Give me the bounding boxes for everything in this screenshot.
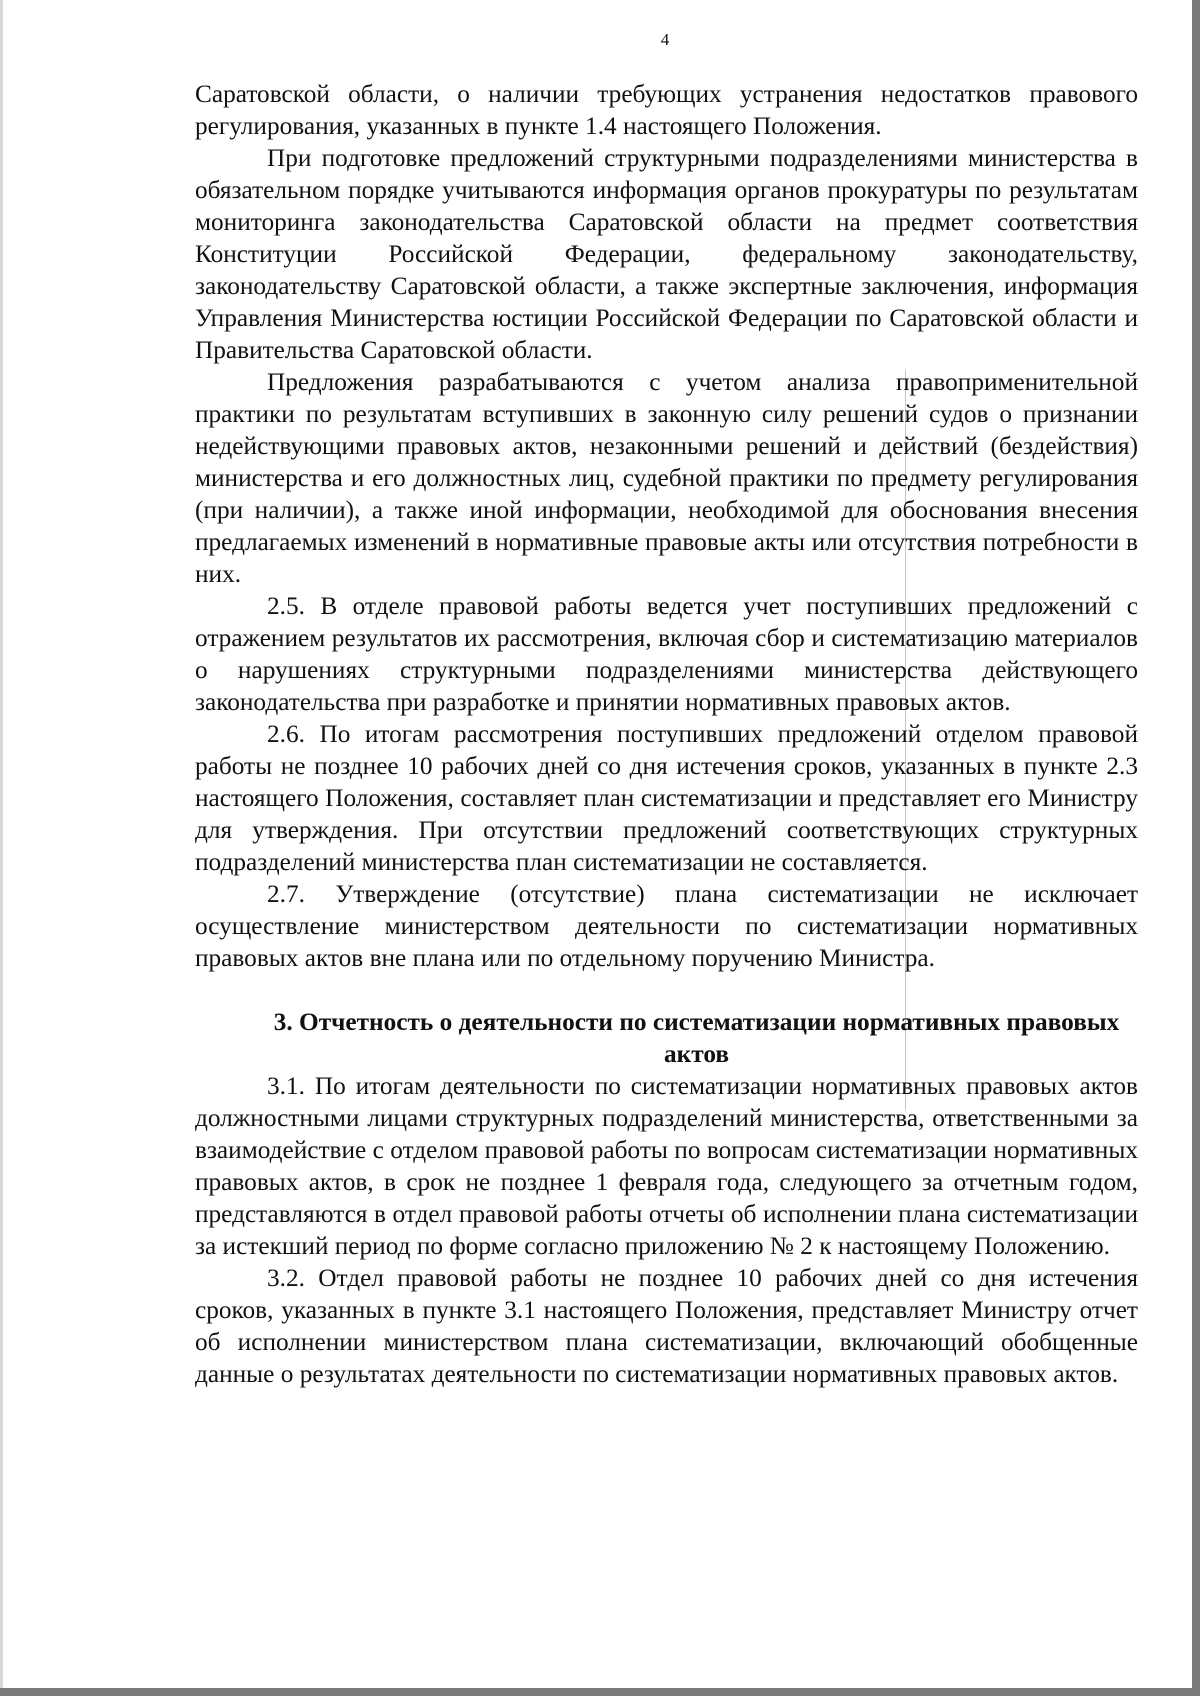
paragraph-proposals-analysis: Предложения разрабатываются с учетом анализа правоприменительной практики по результатам вступивших в законную силу решений судов о признании недействующими правовых актов, незаконными решений и действий (бездействия) министерства и его должностных лиц, судебной практики по предмету регулирования (при наличии), а также иной информации, необходимой для обоснования внесения предлагаемых изменений в нормативные правовые акты или отсутствия потребности в них. — [195, 368, 1138, 588]
paragraph-2-6: 2.6. По итогам рассмотрения поступивших предложений отделом правовой работы не позднее 10 рабочих дней со дня истечения сроков, указанных в пункте 2.3 настоящего Положения, составляет план систематизации и представляет его Министру для утверждения. При отсутствии предложений соответствующих структурных подразделений министерства план систематизации не составляется. — [195, 720, 1138, 876]
document-body — [195, 78, 1138, 1390]
paragraph-3-2: 3.2. Отдел правовой работы не позднее 10 рабочих дней со дня истечения сроков, указанных в пункте 3.1 настоящего Положения, представляет Министру отчет об исполнении министерством плана систематизации, включающий обобщенные данные о результатах деятельности по систематизации нормативных правовых актов. — [195, 1264, 1138, 1388]
paragraph-2-5: 2.5. В отделе правовой работы ведется учет поступивших предложений с отражением результатов их рассмотрения, включая сбор и систематизацию материалов о нарушениях структурными подразделениями министерства действующего законодательства при разработке и принятии нормативных правовых актов. — [195, 592, 1138, 716]
paragraph-3-1: 3.1. По итогам деятельности по систематизации нормативных правовых актов должностными лицами структурных подразделений министерства, ответственными за взаимодействие с отделом правовой работы по вопросам систематизации нормативных правовых актов, в срок не позднее 1 февраля года, следующего за отчетным годом, представляются в отдел правовой работы отчеты об исполнении плана систематизации за истекший период по форме согласно приложению № 2 к настоящему Положению. — [195, 1072, 1138, 1260]
scan-bottom-border — [0, 1688, 1200, 1696]
paragraph-proposals-preparation: При подготовке предложений структурными подразделениями министерства в обязательном порядке учитываются информация органов прокуратуры по результатам мониторинга законодательства Саратовской области на предмет соответствия Конституции Российской Федерации, федеральному законодательству, законодательству Саратовской области, а также экспертные заключения, информация Управления Министерства юстиции Российской Федерации по Саратовской области и Правительства Саратовской области. — [195, 144, 1138, 364]
scan-left-shadow — [0, 0, 3, 1696]
section-heading: 3. Отчетность о деятельности по систематизации нормативных правовых актов — [273, 1008, 1120, 1068]
scan-right-border — [1192, 0, 1200, 1696]
paragraph-2-7: 2.7. Утверждение (отсутствие) плана систематизации не исключает осуществление министерством деятельности по систематизации нормативных правовых актов вне плана или по отдельному поручению Министра. — [195, 880, 1138, 972]
paragraph-continuation: Саратовской области, о наличии требующих устранения недостатков правового регулирования, указанных в пункте 1.4 настоящего Положения. — [195, 80, 1138, 140]
page-number: 4 — [660, 30, 670, 49]
